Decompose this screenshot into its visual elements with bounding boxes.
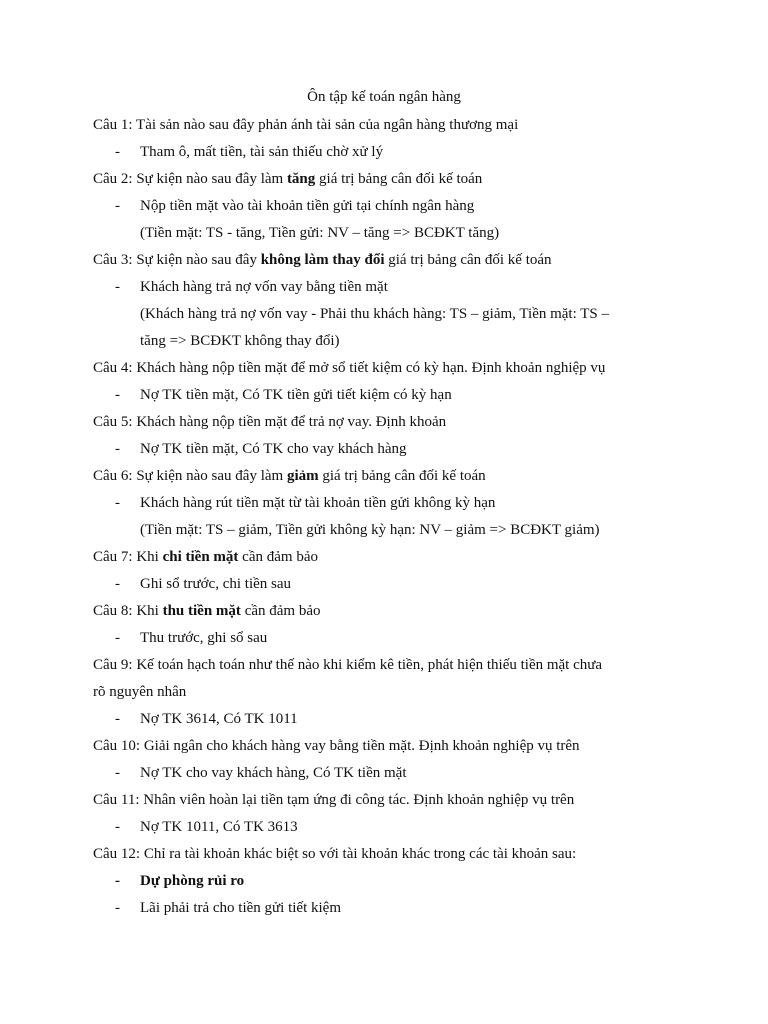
question-9-line-1: Câu 9: Kế toán hạch toán như thế nào khi kiểm kê tiền, phát hiện thiếu tiền mặt chưa	[93, 657, 603, 673]
note-3-line-2: tăng => BCĐKT không thay đổi)	[140, 333, 340, 349]
question-10: Câu 10: Giải ngân cho khách hàng vay bằng tiền mặt. Định khoản nghiệp vụ trên	[93, 738, 580, 754]
question-3: Câu 3: Sự kiện nào sau đây không làm thay đổi giá trị bảng cân đối kế toán	[93, 252, 552, 268]
answer-11: Nợ TK 1011, Có TK 3613	[140, 819, 298, 835]
bullet-dash: -	[115, 819, 120, 835]
bullet-dash: -	[115, 198, 120, 214]
question-7: Câu 7: Khi chi tiền mặt cần đảm bảo	[93, 549, 318, 565]
bullet-dash: -	[115, 279, 120, 295]
note-3-line-1: (Khách hàng trả nợ vốn vay - Phải thu khách hàng: TS – giảm, Tiền mặt: TS –	[140, 306, 609, 322]
note-2: (Tiền mặt: TS - tăng, Tiền gửi: NV – tăng => BCĐKT tăng)	[140, 225, 500, 241]
bullet-dash: -	[115, 144, 120, 160]
note-6: (Tiền mặt: TS – giảm, Tiền gửi không kỳ hạn: NV – giảm => BCĐKT giảm)	[140, 522, 600, 538]
answer-10: Nợ TK cho vay khách hàng, Có TK tiền mặt	[140, 765, 407, 781]
answer-4: Nợ TK tiền mặt, Có TK tiền gửi tiết kiệm có kỳ hạn	[140, 387, 452, 403]
answer-12-option-1: Dự phòng rủi ro	[140, 873, 245, 889]
bullet-dash: -	[115, 387, 120, 403]
question-12: Câu 12: Chỉ ra tài khoản khác biệt so với tài khoản khác trong các tài khoản sau:	[93, 846, 577, 862]
bullet-dash: -	[115, 495, 120, 511]
answer-2: Nộp tiền mặt vào tài khoản tiền gửi tại chính ngân hàng	[140, 198, 475, 214]
emphasis: giảm	[286, 468, 319, 484]
question-2: Câu 2: Sự kiện nào sau đây làm tăng giá trị bảng cân đối kế toán	[93, 171, 483, 187]
page-title: Ôn tập kế toán ngân hàng	[307, 89, 461, 105]
question-4: Câu 4: Khách hàng nộp tiền mặt để mở sổ tiết kiệm có kỳ hạn. Định khoản nghiệp vụ	[93, 360, 606, 376]
question-11: Câu 11: Nhân viên hoàn lại tiền tạm ứng đi công tác. Định khoản nghiệp vụ trên	[93, 792, 575, 808]
question-1: Câu 1: Tài sản nào sau đây phản ánh tài sản của ngân hàng thương mại	[93, 117, 519, 133]
question-9-line-2: rõ nguyên nhân	[93, 684, 187, 700]
answer-6: Khách hàng rút tiền mặt từ tài khoản tiền gửi không kỳ hạn	[140, 495, 496, 511]
emphasis: không làm thay đổi	[260, 252, 385, 268]
emphasis: thu tiền mặt	[162, 603, 241, 619]
answer-3: Khách hàng trả nợ vốn vay bằng tiền mặt	[140, 279, 388, 295]
emphasis: tăng	[286, 171, 316, 187]
question-6: Câu 6: Sự kiện nào sau đây làm giảm giá trị bảng cân đối kế toán	[93, 468, 486, 484]
answer-9: Nợ TK 3614, Có TK 1011	[140, 711, 298, 727]
bullet-dash: -	[115, 630, 120, 646]
bullet-dash: -	[115, 711, 120, 727]
answer-1: Tham ô, mất tiền, tài sản thiếu chờ xử lý	[140, 144, 384, 160]
bullet-dash: -	[115, 873, 120, 889]
bullet-dash: -	[115, 576, 120, 592]
emphasis: chi tiền mặt	[162, 549, 239, 565]
question-8: Câu 8: Khi thu tiền mặt cần đảm bảo	[93, 603, 321, 619]
question-5: Câu 5: Khách hàng nộp tiền mặt để trả nợ vay. Định khoản	[93, 414, 447, 430]
answer-12-option-2: Lãi phải trả cho tiền gửi tiết kiệm	[140, 900, 341, 916]
bullet-dash: -	[115, 441, 120, 457]
answer-5: Nợ TK tiền mặt, Có TK cho vay khách hàng	[140, 441, 407, 457]
answer-8: Thu trước, ghi sổ sau	[140, 630, 268, 646]
bullet-dash: -	[115, 900, 120, 916]
answer-7: Ghi sổ trước, chi tiền sau	[140, 576, 292, 592]
bullet-dash: -	[115, 765, 120, 781]
